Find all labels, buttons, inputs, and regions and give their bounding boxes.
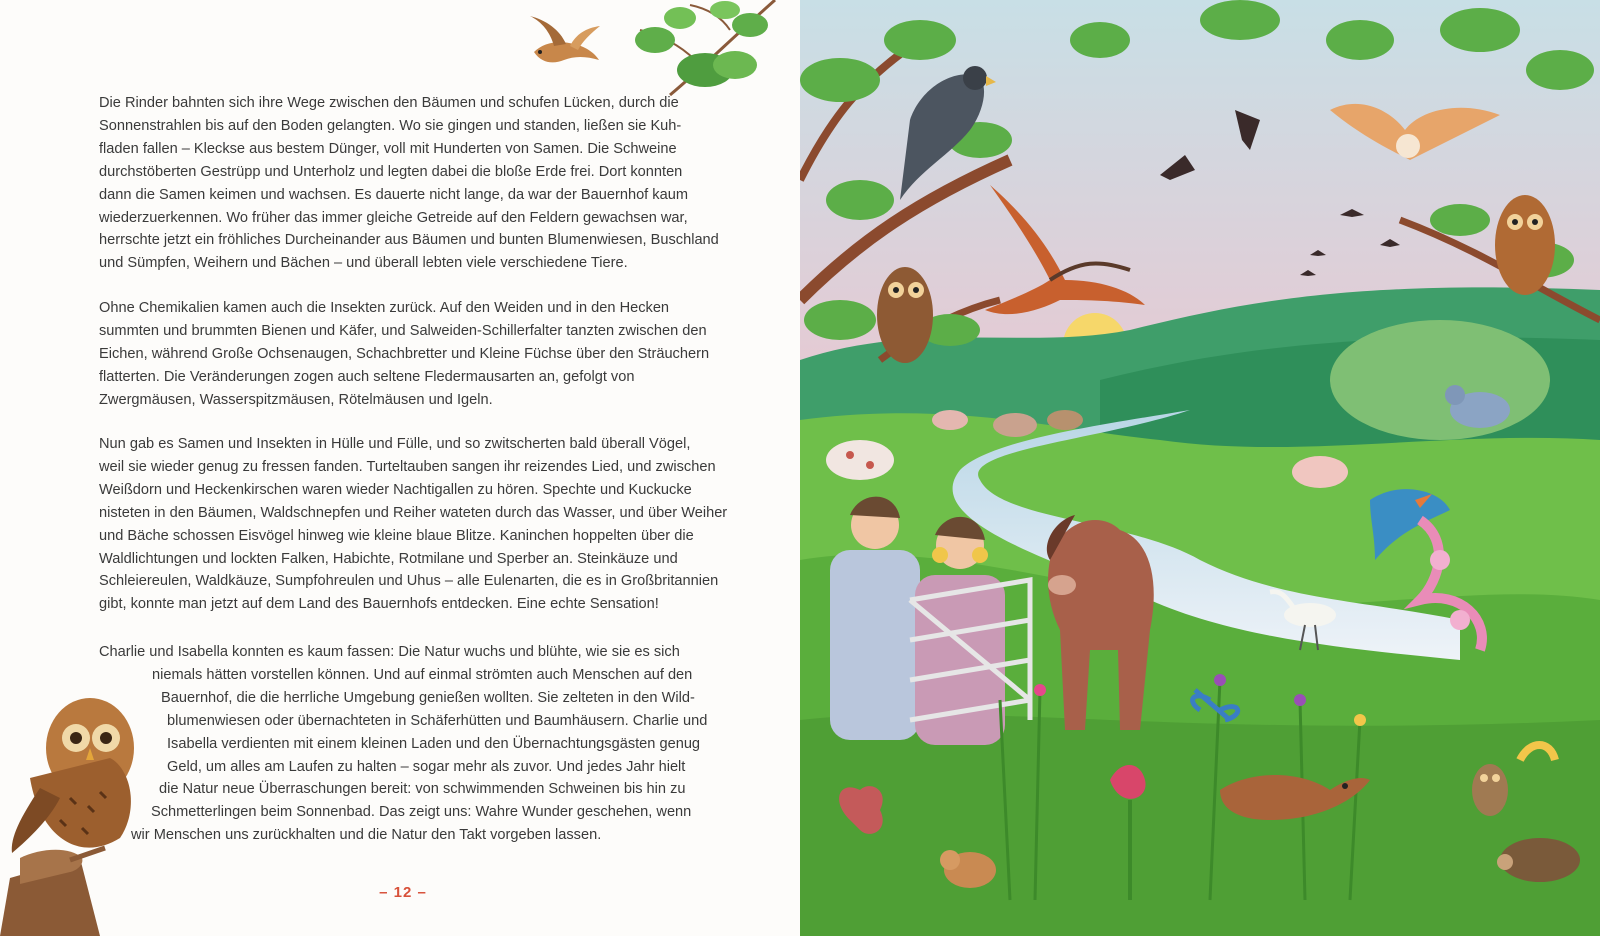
text-line: Waldlichtungen und lockten Falken, Habichte, Rotmilane und Sperber an. Steinkäuze und [99, 550, 678, 567]
text-line: weil sie wieder genug zu fressen fanden. Turteltauben sangen ihr reizendes Lied, und zwischen [99, 458, 716, 475]
text-line: wir Menschen uns zurückhalten und die Natur den Takt vorgeben lassen. [131, 827, 602, 844]
text-line: blumenwiesen oder übernachteten in Schäferhütten und Baumhäusern. Charlie und [167, 712, 708, 729]
text-line: Weißdorn und Heckenkirschen waren wieder Nachtigallen zu hören. Spechte und Kuckucke [99, 481, 692, 498]
owl-on-stump-illustration [0, 688, 160, 936]
text-line: Schleiereulen, Waldkäuze, Sumpfohreulen und Uhus – alle Eulenarten, die es in Großbritannien [99, 573, 719, 590]
text-line: Die Rinder bahnten sich ihre Wege zwischen den Bäumen und schufen Lücken, durch die [99, 95, 679, 111]
text-line: nisteten in den Bäumen, Waldschnepfen und Reiher wateten durch das Wasser, und über Weiher [99, 504, 728, 521]
text-line: herrschte jetzt ein fröhliches Durcheinander aus Bäumen und bunten Blumenwiesen, Buschland [99, 232, 719, 249]
little-owl-icon [1472, 764, 1508, 816]
text-line: wiederzuerkennen. Wo früher das immer gleiche Getreide auf den Feldern gewachsen war, [99, 209, 688, 226]
text-line: und Sümpfen, Weihern und Bächen – und überall lebten viele verschiedene Tiere. [99, 255, 628, 272]
text-line: Nun gab es Samen und Insekten in Hülle und Fülle, und so zwitscherten bald überall Vögel, [99, 436, 691, 452]
text-line: summten und brummten Bienen und Käfer, und Salweiden-Schillerfalter tanzten zwischen den [99, 322, 707, 339]
owl-icon [1495, 195, 1555, 295]
text-line: Sonnenstrahlen bis auf den Boden gelangten. Wo sie gingen und standen, ließen sie Kuh- [99, 117, 682, 134]
text-line: Geld, um alles am Laufen zu halten – sogar mehr als zuvor. Und jedes Jahr hielt [167, 758, 686, 775]
text-line: durchstöberten Gestrüpp und Unterholz und legten dabei die bloße Erde frei. Dort konnten [99, 163, 683, 180]
paragraph-4 [99, 641, 709, 847]
flying-bird-icon [524, 12, 604, 74]
text-line: Zwergmäusen, Wasserspitzmäusen, Rötelmäusen und Igeln. [99, 391, 493, 408]
paragraph-2 [99, 297, 709, 412]
text-line: Ohne Chemikalien kamen auch die Insekten zurück. Auf den Weiden und in den Hecken [99, 300, 670, 316]
text-line: Bauernhof, die die herrliche Umgebung genießen wollten. Sie zelteten in den Wild- [161, 689, 695, 706]
text-line: Eichen, während Große Ochsenaugen, Schachbretter und Kleine Füchse über den Sträuchern [99, 345, 710, 362]
owl-icon [877, 267, 933, 363]
text-line: fladen fallen – Kleckse aus bestem Dünger, voll mit Hunderten von Samen. Die Schweine [99, 140, 677, 157]
text-line: Isabella verdienten mit einem kleinen Laden und den Übernachtungsgästen genug [167, 735, 701, 752]
text-line: und Bäche schossen Eisvögel hinweg wie kleine blaue Blitze. Kaninchen hoppelten über die [99, 527, 694, 544]
text-line: die Natur neue Überraschungen bereit: von schwimmenden Schweinen bis hin zu [159, 781, 686, 798]
text-line: Charlie und Isabella konnten es kaum fassen: Die Natur wuchs und blühte, wie sie es sich [99, 644, 680, 660]
paragraph-3 [99, 433, 728, 616]
meadow-illustration [800, 0, 1600, 936]
right-page [800, 0, 1600, 936]
text-line: niemals hätten vorstellen können. Und auf einmal strömten auch Menschen auf den [152, 666, 693, 683]
text-line: gibt, konnte man jetzt auf dem Land des Bauernhofs entdecken. Eine echte Sensation! [99, 596, 659, 613]
text-line: flatterten. Die Veränderungen zogen auch seltene Fledermausarten an, gefolgt von [99, 368, 635, 385]
text-line: Schmetterlingen beim Sonnenbad. Das zeigt uns: Wahre Wunder geschehen, wenn [151, 804, 692, 821]
text-line: dann die Samen keimen und wachsen. Es dauerte nicht lange, da war der Bauernhof kaum [99, 186, 688, 203]
page-number: – 12 – [379, 884, 427, 901]
paragraph-1 [99, 92, 719, 275]
